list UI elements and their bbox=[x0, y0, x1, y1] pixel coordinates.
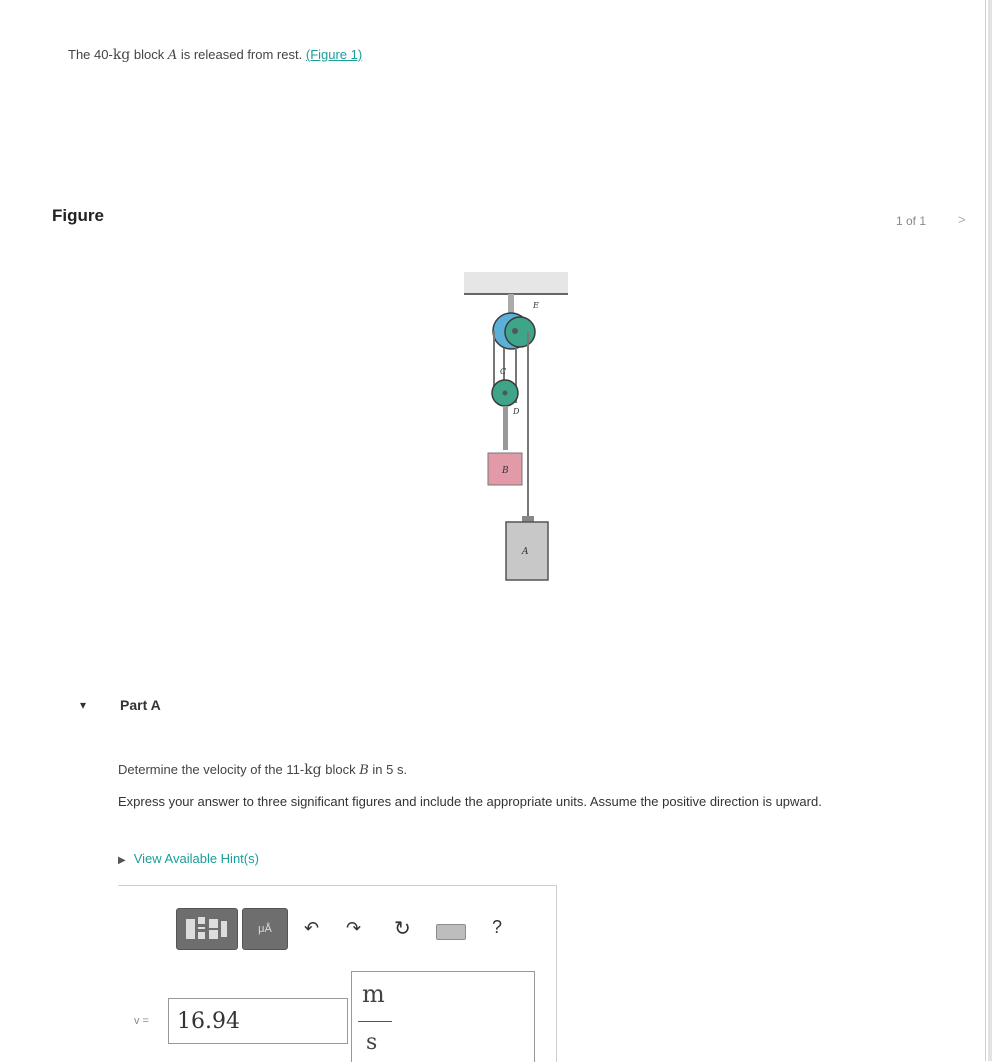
unit-denominator: s bbox=[366, 1030, 378, 1055]
part-title: Part A bbox=[120, 697, 161, 713]
unit-numerator: m bbox=[362, 980, 385, 1008]
upper-pulley-right bbox=[505, 317, 535, 347]
figure-pager: 1 of 1 bbox=[896, 214, 927, 228]
redo-button[interactable]: ↷ bbox=[346, 918, 362, 938]
help-button[interactable]: ? bbox=[492, 917, 503, 937]
undo-button[interactable]: ↶ bbox=[304, 918, 320, 938]
window-edge bbox=[988, 0, 992, 1061]
view-hints-link[interactable]: ▶ View Available Hint(s) bbox=[118, 851, 259, 866]
window-edge-line bbox=[985, 0, 986, 1061]
label-b: B bbox=[502, 466, 509, 476]
label-e: E bbox=[533, 301, 539, 310]
templates-button[interactable] bbox=[176, 908, 238, 950]
next-figure-button[interactable]: > bbox=[958, 212, 966, 227]
caret-right-icon: ▶ bbox=[118, 855, 126, 866]
upper-pulley-axle bbox=[512, 328, 518, 334]
templates-icon bbox=[177, 909, 237, 949]
ceiling bbox=[464, 272, 568, 294]
keyboard-button[interactable] bbox=[436, 924, 466, 940]
answer-instructions: Express your answer to three significant figures and include the appropriate units. Assume the positive direction is upward. bbox=[118, 794, 822, 809]
part-collapse-toggle[interactable]: ▾ bbox=[80, 698, 87, 712]
figure-heading: Figure bbox=[52, 206, 104, 225]
reset-button[interactable]: ↻ bbox=[394, 918, 411, 940]
label-d: D bbox=[513, 407, 520, 416]
answer-value-input[interactable]: 16.94 bbox=[168, 998, 348, 1044]
label-a: A bbox=[522, 547, 529, 557]
figure-link[interactable]: (Figure 1) bbox=[305, 47, 363, 62]
units-button[interactable]: μÅ bbox=[242, 908, 288, 950]
answer-variable-label: v = bbox=[134, 1015, 149, 1027]
question-text: Determine the velocity of the 11-kg block B in 5 s. bbox=[118, 762, 408, 778]
label-c: C bbox=[500, 367, 507, 376]
pulley-figure bbox=[460, 268, 572, 586]
problem-statement: The 40-kg block A is released from rest. (Figure 1) bbox=[68, 47, 363, 63]
fraction-bar bbox=[358, 1021, 392, 1022]
